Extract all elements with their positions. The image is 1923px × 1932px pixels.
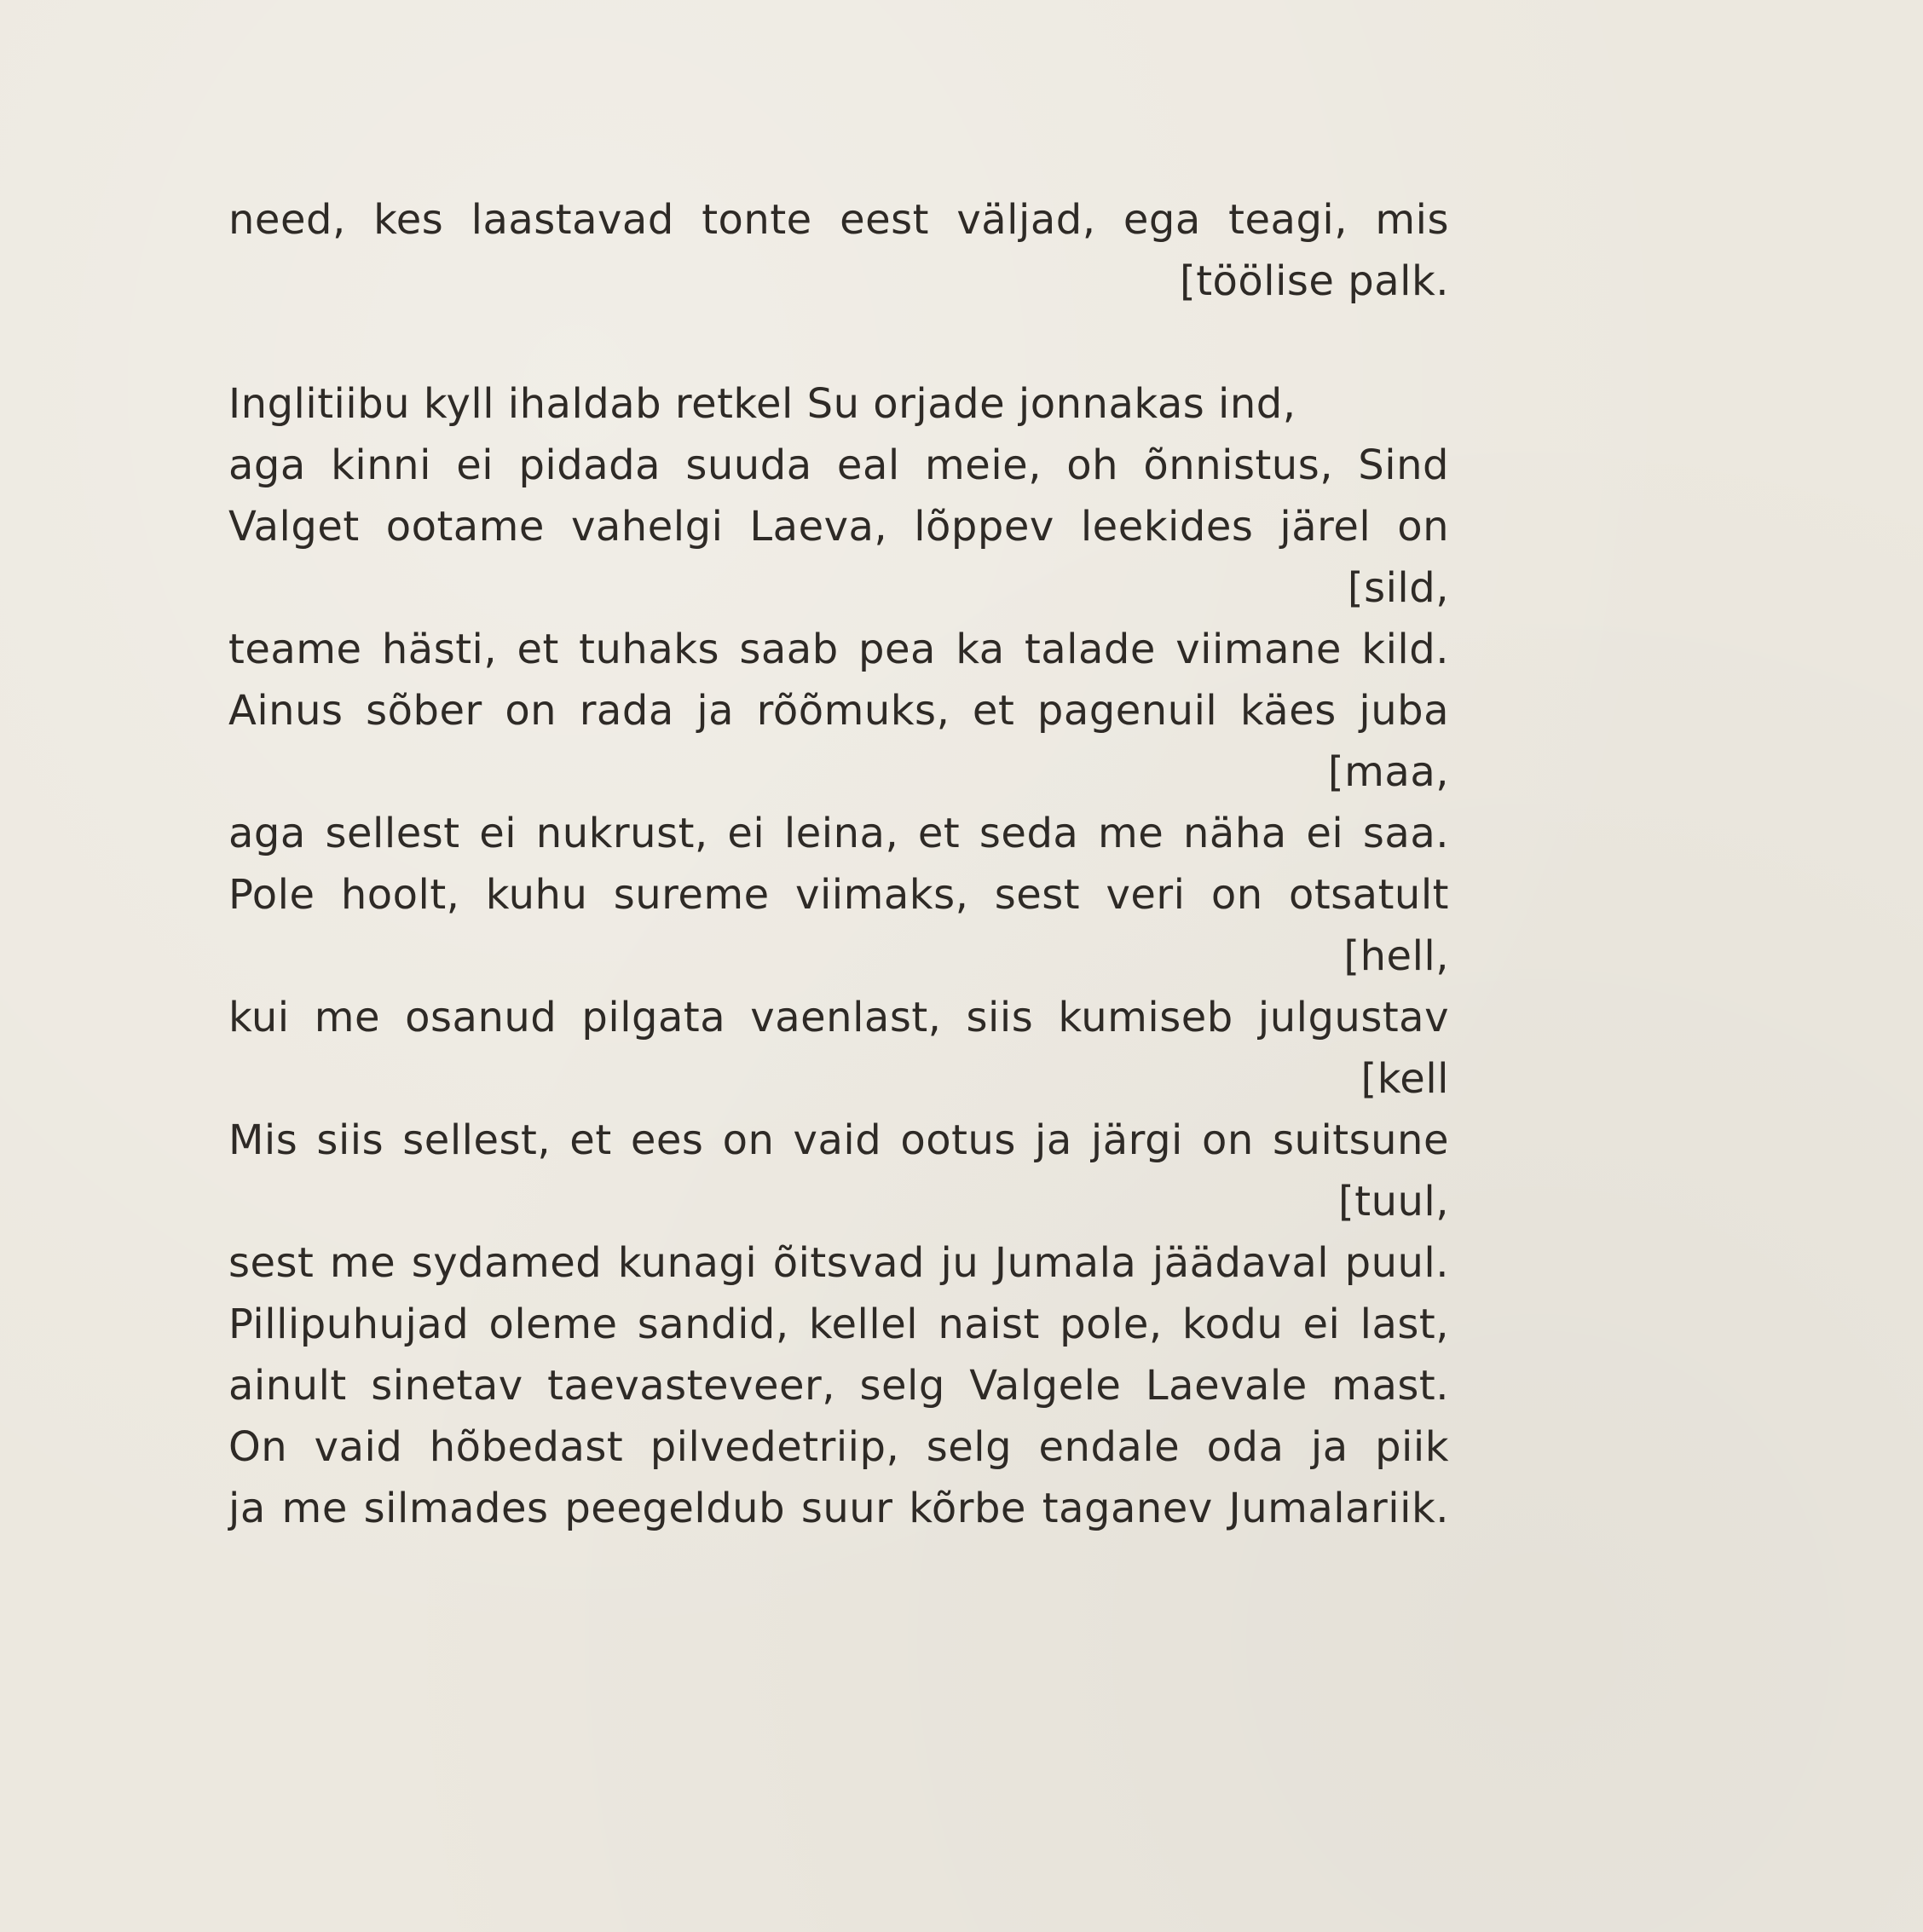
poem-line: Inglitiibu kyll ihaldab retkel Su orjade jonnakas ind, [228,380,1296,428]
poem-line: Mis siis sellest, et ees on vaid ootus ja järgi on suitsune [228,1116,1449,1164]
poem-line: Valget ootame vahelgi Laeva, lõppev leekides järel on [228,503,1449,551]
stanza-1 [228,189,1449,312]
stanza-2 [228,373,1449,1539]
poem-line: On vaid hõbedast pilvedetriip, selg endale oda ja piik [228,1423,1449,1471]
poem-line: Pillipuhujad oleme sandid, kellel naist pole, kodu ei last, [228,1300,1449,1348]
poem-line: need, kes laastavad tonte eest väljad, ega teagi, mis [228,196,1449,244]
poem-line-turnover: [tuul, [1338,1178,1449,1226]
poem-line-turnover: [hell, [1343,932,1449,980]
poem-line-turnover: [sild, [1347,564,1449,612]
poem-text [228,189,1449,1539]
poem-line: Ainus sõber on rada ja rõõmuks, et pagenuil käes juba [228,687,1449,735]
poem-line: Pole hoolt, kuhu sureme viimaks, sest veri on otsatult [228,871,1449,919]
poem-line-turnover: [kell [1360,1055,1449,1103]
poem-line: aga kinni ei pidada suuda eal meie, oh õnnistus, Sind [228,441,1449,489]
poem-line-turnover: [töölise palk. [1179,257,1449,305]
poem-line: ja me silmades peegeldub suur kõrbe taganev Jumalariik. [228,1485,1449,1532]
poem-line: ainult sinetav taevasteveer, selg Valgele Laevale mast. [228,1362,1449,1410]
poem-line: teame hästi, et tuhaks saab pea ka talade viimane kild. [228,626,1449,673]
poem-line: sest me sydamed kunagi õitsvad ju Jumala jäädaval puul. [228,1239,1449,1287]
poem-line: aga sellest ei nukrust, ei leina, et seda me näha ei saa. [228,810,1449,857]
poem-line: kui me osanud pilgata vaenlast, siis kumiseb julgustav [228,994,1449,1041]
poem-line-turnover: [maa, [1327,748,1449,796]
